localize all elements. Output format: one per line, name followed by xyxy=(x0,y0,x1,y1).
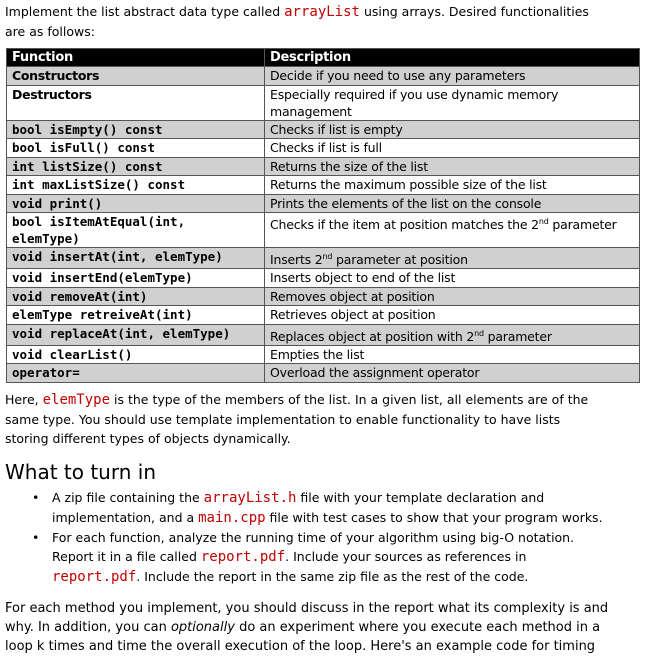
description-cell xyxy=(265,67,640,86)
table-row xyxy=(7,306,640,325)
desc-text-2: parameter xyxy=(483,328,552,344)
function-cell: int maxListSize() const xyxy=(7,176,265,195)
desc-text: Returns the maximum possible size of the list xyxy=(270,177,547,192)
table-row xyxy=(7,194,640,213)
function-cell: void insertAt(int, elemType) xyxy=(7,248,265,269)
function-cell: void clearList() xyxy=(7,345,265,364)
table-row xyxy=(7,157,640,176)
intro-pre: Implement the list abstract data type called xyxy=(5,4,285,19)
intro-code: arrayList xyxy=(284,4,360,20)
description-cell xyxy=(265,85,640,120)
header-function: Function xyxy=(7,49,265,67)
desc-text: Especially required if you use dynamic memory management xyxy=(270,86,559,119)
desc-text: Inserts 2 xyxy=(270,252,323,268)
b1-code1: arrayList.h xyxy=(203,490,297,506)
intro-text xyxy=(5,2,605,41)
b2-code2: report.pdf xyxy=(52,569,137,585)
p1-code: elemType xyxy=(42,392,111,408)
b1-code2: main.cpp xyxy=(198,510,266,526)
desc-text: Retrieves object at position xyxy=(270,307,436,323)
table-row xyxy=(7,269,640,288)
intro-post: using arrays. Desired functionalities are as follows: xyxy=(5,4,589,39)
section-title: What to turn in xyxy=(5,460,156,484)
bullet: • xyxy=(32,490,40,505)
header-description: Description xyxy=(265,49,640,67)
description-cell xyxy=(265,248,640,269)
b2-d: . Include the report in the same zip file as the rest of the code. xyxy=(136,569,529,584)
function-cell: void removeAt(int) xyxy=(7,287,265,306)
list-item xyxy=(20,528,610,587)
superscript: nd xyxy=(538,217,549,226)
function-cell: operator= xyxy=(7,364,265,383)
desc-text-2: parameter at position xyxy=(332,252,468,268)
table-row xyxy=(7,120,640,139)
p1-pre: Here, xyxy=(5,392,43,407)
desc-text: Checks if list is full xyxy=(270,140,382,155)
desc-text: Prints the elements of the list on the console xyxy=(270,195,542,211)
superscript: nd xyxy=(474,328,484,338)
description-cell xyxy=(265,306,640,325)
table-row xyxy=(7,345,640,364)
table-row xyxy=(7,364,640,383)
elemtype-paragraph xyxy=(5,390,605,448)
function-cell: elemType retreiveAt(int) xyxy=(7,306,265,325)
table-header-row xyxy=(7,49,640,67)
b1-b: file with your template declaration and implementation, and a xyxy=(52,490,545,525)
table-row xyxy=(7,248,640,269)
desc-text: Empties the list xyxy=(270,346,365,362)
table-row xyxy=(7,287,640,306)
function-cell: void print() xyxy=(7,194,265,213)
table-row xyxy=(7,213,640,248)
description-cell xyxy=(265,120,640,139)
function-cell: Destructors xyxy=(7,85,265,120)
desc-text: Decide if you need to use any parameters xyxy=(270,68,526,83)
function-cell: void insertEnd(elemType) xyxy=(7,269,265,288)
desc-text: Returns the size of the list xyxy=(270,158,428,174)
desc-text-2: parameter xyxy=(548,217,617,233)
description-cell xyxy=(265,213,640,248)
desc-text: Replaces object at position with 2 xyxy=(270,328,475,344)
list-item xyxy=(20,488,610,528)
desc-text: Overload the assignment operator xyxy=(270,365,480,381)
p2-pre: For each method you implement, you should discuss in the report what its complexity is and why. In addition, you can xyxy=(5,601,609,635)
function-cell: Constructors xyxy=(7,67,265,86)
desc-text: Removes object at position xyxy=(270,288,435,304)
complexity-paragraph xyxy=(5,599,615,656)
table-row xyxy=(7,85,640,120)
superscript: nd xyxy=(322,252,333,261)
turn-in-list xyxy=(20,488,610,587)
b1-d: file with test cases to show that your program works. xyxy=(265,510,603,525)
p2-post: do an experiment where you execute each method in a loop k times and time the overall execution of the loop. Here's an example code for timing xyxy=(5,620,601,654)
b2-code1: report.pdf xyxy=(200,549,286,565)
bullet: • xyxy=(32,530,40,545)
table-row xyxy=(7,139,640,158)
desc-text: Inserts object to end of the list xyxy=(270,270,456,286)
table-row xyxy=(7,324,640,345)
functions-table xyxy=(6,48,640,383)
b2-b: . Include your sources as references in xyxy=(285,549,527,564)
function-cell: int listSize() const xyxy=(7,157,265,176)
description-cell xyxy=(265,324,640,345)
function-cell: bool isEmpty() const xyxy=(7,120,265,139)
desc-text: Checks if the item at position matches the 2 xyxy=(270,217,539,233)
b2-a: For each function, analyze the running time of your algorithm using big-O notation. Report it in a file called xyxy=(52,530,575,564)
function-cell: bool isFull() const xyxy=(7,139,265,158)
description-cell xyxy=(265,345,640,364)
p2-em: optionally xyxy=(170,620,235,635)
b1-a: A zip file containing the xyxy=(52,490,204,505)
function-cell: void replaceAt(int, elemType) xyxy=(7,324,265,345)
description-cell xyxy=(265,157,640,176)
description-cell xyxy=(265,194,640,213)
table-row xyxy=(7,67,640,86)
description-cell xyxy=(265,139,640,158)
description-cell xyxy=(265,287,640,306)
function-cell: bool isItemAtEqual(int, elemType) xyxy=(7,213,265,248)
desc-text: Checks if list is empty xyxy=(270,121,403,137)
p1-post: is the type of the members of the list. In a given list, all elements are of the same type. You should use template implementation to enable functionality to have lists storing different types of objects dynamically. xyxy=(5,392,589,446)
description-cell xyxy=(265,176,640,195)
table-row xyxy=(7,176,640,195)
description-cell xyxy=(265,364,640,383)
description-cell xyxy=(265,269,640,288)
